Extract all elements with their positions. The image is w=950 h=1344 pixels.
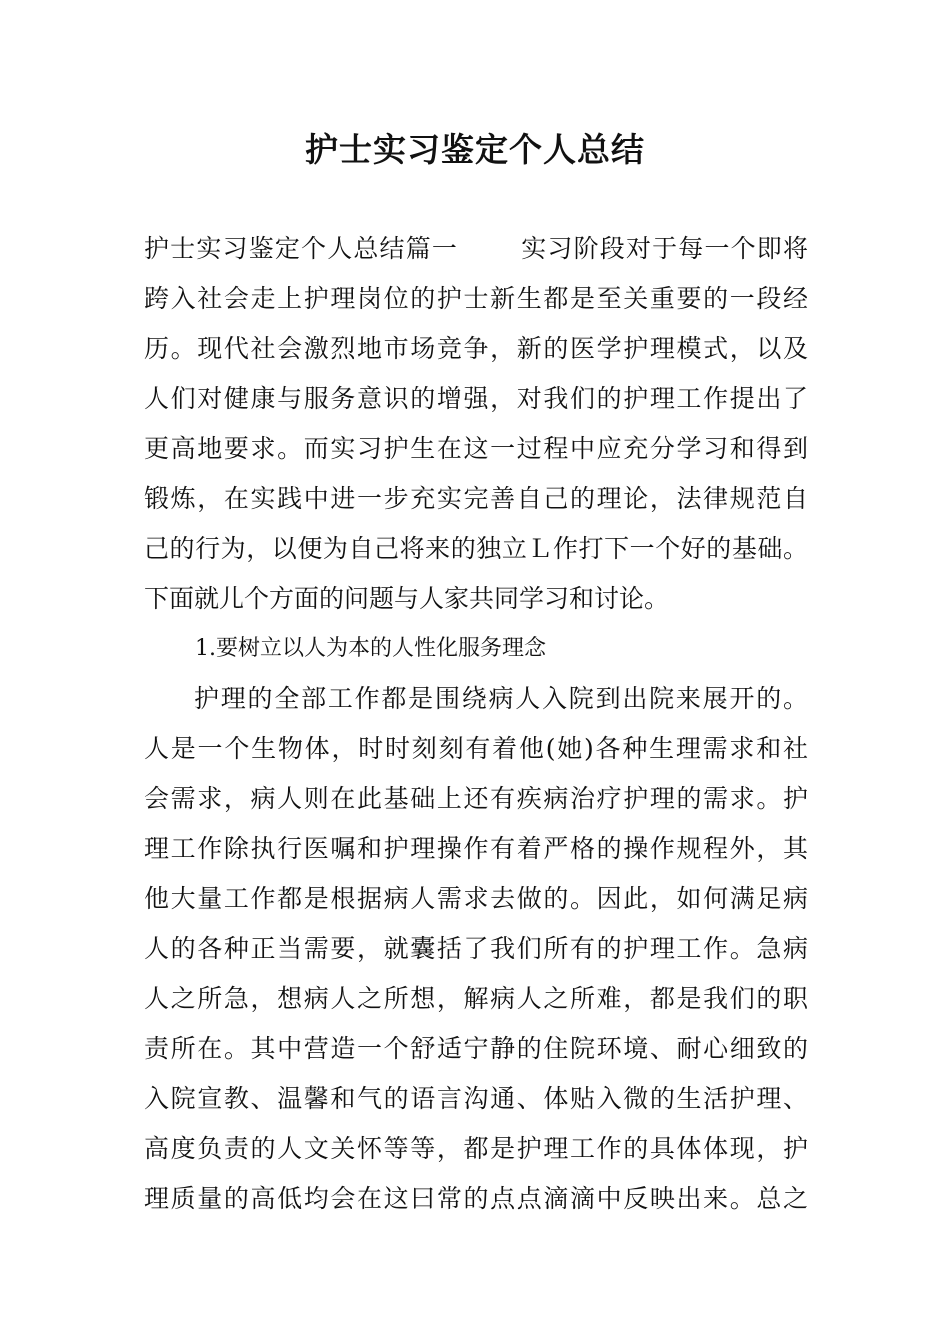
paragraph-line: 高度负责的人文关怀等等，都是护理工作的具体体现，护 xyxy=(144,1134,808,1163)
paragraph-line: 人的各种正当需要，就囊括了我们所有的护理工作。急病 xyxy=(144,934,808,963)
paragraph-line: 人们对健康与服务意识的增强，对我们的护理工作提出了 xyxy=(144,384,808,413)
paragraph-text: 实习阶段对于每一个即将 xyxy=(520,234,808,263)
paragraph-line: 责所在。其中营造一个舒适宁静的住院环境、耐心细致的 xyxy=(144,1034,808,1063)
paragraph-line: 理工作除执行医嘱和护理操作有着严格的操作规程外，其 xyxy=(144,834,808,863)
paragraph-line: 人之所急，想病人之所想，解病人之所难，都是我们的职 xyxy=(144,984,808,1013)
paragraph-line: 己的行为，以便为自己将来的独立Ｌ作打下一个好的基础。 xyxy=(144,534,808,563)
paragraph-line: 会需求，病人则在此基础上还有疾病治疗护理的需求。护 xyxy=(144,784,808,813)
paragraph-line: 护理的全部工作都是围绕病人入院到出院来展开的。 xyxy=(194,684,808,713)
paragraph-line: 他大量工作都是根据病人需求去做的。因此，如何满足病 xyxy=(144,884,808,913)
section-heading: 1.要树立以人为本的人性化服务理念 xyxy=(195,636,546,661)
document-body xyxy=(144,224,808,1224)
paragraph-line: 入院宣教、温馨和气的语言沟通、体贴入微的生活护理、 xyxy=(144,1084,808,1113)
section-label: 护士实习鉴定个人总结篇一 xyxy=(144,234,459,263)
paragraph-line: 更高地要求。而实习护生在这一过程中应充分学习和得到 xyxy=(144,434,808,463)
paragraph-line: 理质量的高低均会在这曰常的点点滴滴中反映出来。总之 xyxy=(144,1184,808,1213)
paragraph-line: 跨入社会走上护理岗位的护士新生都是至关重要的一段经 xyxy=(144,284,808,313)
paragraph-line: 锻炼，在实践中进一步充实完善自己的理论，法律规范自 xyxy=(144,484,808,513)
document-title: 护士实习鉴定个人总结 xyxy=(305,130,645,169)
paragraph-line: 历。现代社会激烈地市场竞争，新的医学护理模式，以及 xyxy=(144,334,808,363)
paragraph-line: 下面就儿个方面的问题与人家共同学习和讨论。 xyxy=(144,584,670,613)
paragraph-line: 人是一个生物体，时时刻刻有着他(她)各种生理需求和社 xyxy=(144,734,808,763)
paragraph-line xyxy=(144,224,808,274)
